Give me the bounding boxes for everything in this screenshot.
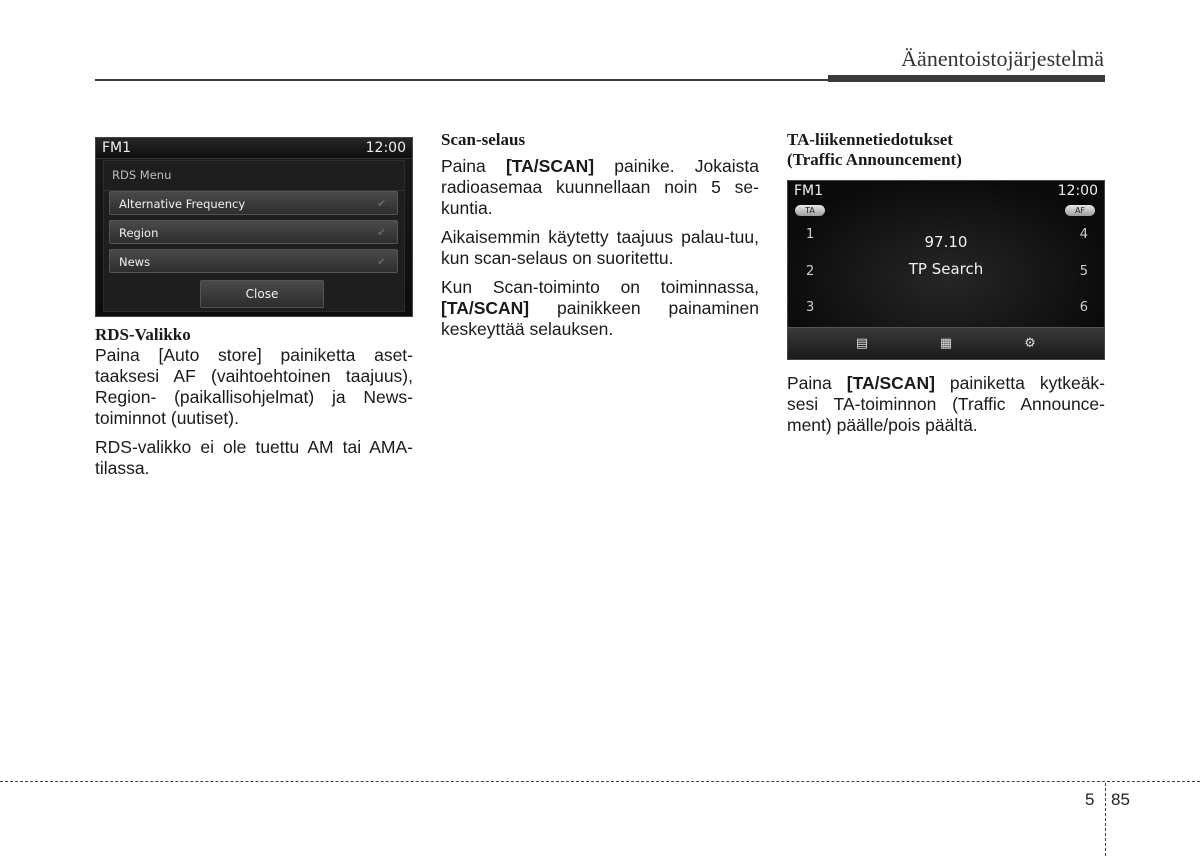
column-ta <box>787 130 1105 444</box>
check-icon: ✔ <box>377 197 387 210</box>
header-rule-accent <box>828 75 1105 82</box>
rds-paragraph-2: RDS-valikko ei ole tuettu AM tai AMA-tilassa. <box>95 437 413 478</box>
ta-indicator: TA <box>795 205 825 216</box>
ta-scan-key: [TA/SCAN] <box>441 298 530 318</box>
rds-paragraph-1: Paina [Auto store] painiketta aset-taaksesi AF (vaihtoehtoinen taajuus), Region- (paikallisohjelmat) ja News-toiminnot (uutiset). <box>95 345 413 428</box>
text-run: Kun Scan-toiminto on toiminnassa, <box>441 277 759 297</box>
rds-menu-title: RDS Menu <box>104 161 404 191</box>
preset-2-button[interactable]: 2 <box>806 264 815 279</box>
screen-bottom-bar <box>788 327 1104 359</box>
ta-heading-line1: TA-liikennetiedotukset <box>787 130 953 149</box>
band-label: FM1 <box>102 139 132 156</box>
rds-menu-screenshot <box>95 137 413 317</box>
text-run: Paina <box>787 373 847 393</box>
chapter-number: 5 <box>1085 790 1095 809</box>
radio-list-icon[interactable]: ▤ <box>855 335 869 351</box>
column-rds <box>95 130 413 487</box>
check-icon: ✔ <box>377 226 387 239</box>
preset-6-button[interactable]: 6 <box>1079 300 1088 315</box>
page-number: 85 <box>1111 790 1130 809</box>
ta-paragraph <box>787 373 1105 436</box>
screen-top-bar <box>788 181 1104 201</box>
tp-search-status: TP Search <box>908 260 984 278</box>
preset-3-button[interactable]: 3 <box>806 300 815 315</box>
rds-heading: RDS-Valikko <box>95 325 191 344</box>
band-label: FM1 <box>794 182 824 199</box>
footer-vertical-divider <box>1105 783 1106 856</box>
clock-label: 12:00 <box>365 139 406 156</box>
scan-paragraph-2: Aikaisemmin käytetty taajuus palau-tuu, kun scan-selaus on suoritettu. <box>441 227 759 268</box>
check-icon: ✔ <box>377 255 387 268</box>
auto-store-icon[interactable]: ▦ <box>939 335 953 351</box>
header-rule <box>95 79 835 81</box>
preset-5-button[interactable]: 5 <box>1079 264 1088 279</box>
ta-scan-key: [TA/SCAN] <box>505 156 595 176</box>
text-run: painikkeen painaminen keskeyttää selauksen. <box>441 298 759 339</box>
ta-heading-line2: (Traffic Announcement) <box>787 150 962 169</box>
footer-divider <box>0 781 1200 782</box>
screen-top-bar <box>96 138 412 159</box>
radio-screenshot <box>787 180 1105 360</box>
menu-item-region[interactable] <box>109 220 398 244</box>
ta-scan-key: [TA/SCAN] <box>846 373 935 393</box>
preset-4-button[interactable]: 4 <box>1079 227 1088 242</box>
af-indicator: AF <box>1065 205 1095 216</box>
clock-label: 12:00 <box>1057 182 1098 199</box>
menu-item-news[interactable] <box>109 249 398 273</box>
menu-item-label: Region <box>119 226 159 240</box>
scan-heading: Scan-selaus <box>441 130 526 149</box>
menu-item-alternative-frequency[interactable] <box>109 191 398 215</box>
close-button[interactable]: Close <box>200 280 324 308</box>
rds-menu-panel <box>103 160 405 312</box>
column-scan <box>441 130 759 348</box>
scan-paragraph-1 <box>441 156 759 219</box>
menu-item-label: News <box>119 255 151 269</box>
text-run: painiketta kytkeäk-sesi TA-toiminnon (Traffic Announce-ment) päälle/pois päältä. <box>787 373 1106 435</box>
frequency-display: 97.10 <box>924 233 968 251</box>
page-header-title: Äänentoistojärjestelmä <box>901 46 1104 71</box>
gear-icon[interactable]: ⚙ <box>1024 335 1036 351</box>
text-run: painike. Jokaista radioasemaa kuunnellaan noin 5 se-kuntia. <box>441 156 759 218</box>
text-run: Paina <box>441 156 506 176</box>
scan-paragraph-3 <box>441 277 759 340</box>
menu-item-label: Alternative Frequency <box>119 197 246 211</box>
preset-1-button[interactable]: 1 <box>806 227 815 242</box>
